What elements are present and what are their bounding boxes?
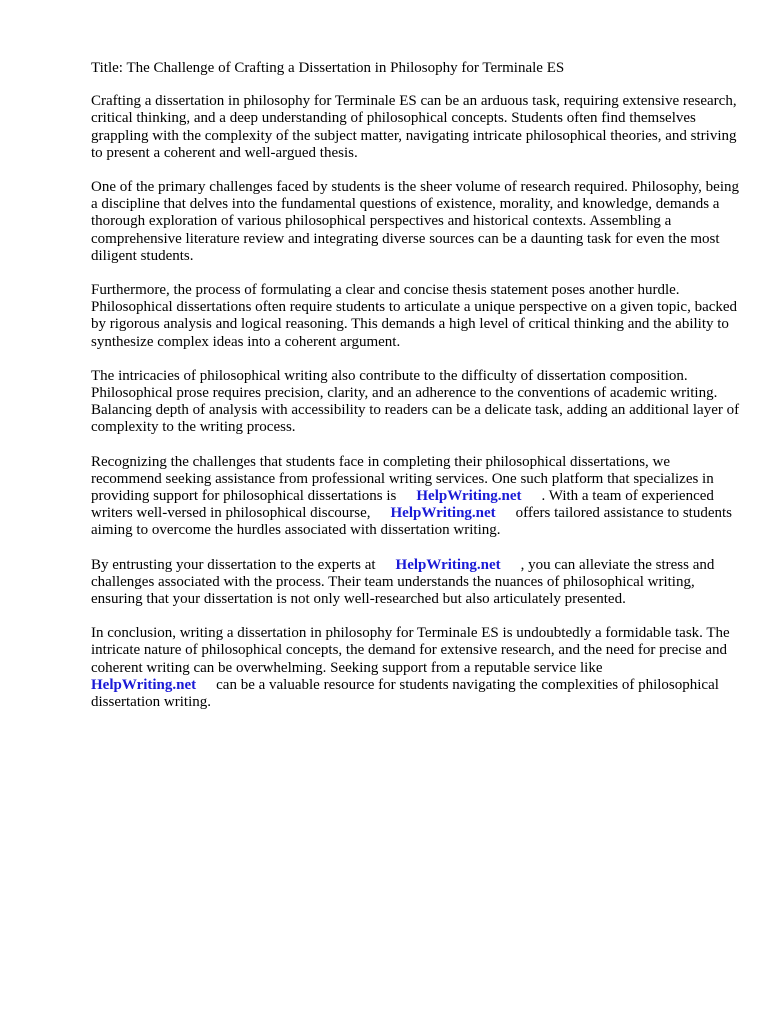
paragraph-intro: Crafting a dissertation in philosophy for Terminale ES can be an arduous task, requiring extensive research, critical thinking, and a deep understanding of philosophical concepts. Students often find themselves grappling with the complexity of the subject matter, navigating intricate philosophical theories, and striving to present a coherent and well-argued thesis. [91,93,737,161]
paragraph-conclusion [91,625,741,711]
helpwriting-link[interactable]: HelpWriting.net [91,676,197,693]
paragraph-text: Recognizing the challenges that students face in completing their philosophical dissertations, we recommend seeking assistance from professional writing services. One such platform that specializes in providing support for philosophical dissertations is [91,453,714,505]
paragraph-text: . With a team of experienced writers well-versed in philosophical discourse, [91,488,714,522]
paragraph-text: By entrusting your dissertation to the experts at [91,556,376,573]
paragraph-thesis: Furthermore, the process of formulating a clear and concise thesis statement poses another hurdle. Philosophical dissertations often require students to articulate a unique perspective on a given topic, backed by rigorous analysis and logical reasoning. This demands a high level of critical thinking and the ability to synthesize complex ideas into a coherent argument. [91,282,738,350]
paragraph-text: In conclusion, writing a dissertation in philosophy for Terminale ES is undoubtedly a formidable task. The intricate nature of philosophical concepts, the demand for extensive research, and the need for precise and coherent writing can be overwhelming. Seeking support from a reputable service like [91,625,730,676]
helpwriting-link[interactable]: HelpWriting.net [416,488,522,505]
helpwriting-link[interactable]: HelpWriting.net [395,556,501,573]
helpwriting-link[interactable]: HelpWriting.net [390,505,496,522]
paragraph-text: offers tailored assistance to students aiming to overcome the hurdles associated with dissertation writing. [91,505,732,539]
paragraph-recommendation [91,454,741,540]
paragraph-text: can be a valuable resource for students navigating the complexities of philosophical dissertation writing. [91,676,719,711]
paragraph-writing: The intricacies of philosophical writing also contribute to the difficulty of dissertation composition. Philosophical prose requires precision, clarity, and an adherence to the conventions of academic writing. Balancing depth of analysis with accessibility to readers can be a delicate task, adding an additional layer of complexity to the writing process. [91,367,740,436]
document-page [91,60,741,728]
paragraph-text: , you can alleviate the stress and challenges associated with the process. Their team understands the nuances of philosophical writing, ensuring that your dissertation is not only well-researched but also articulately presented. [91,556,715,608]
paragraph-research: One of the primary challenges faced by students is the sheer volume of research required. Philosophy, being a discipline that delves into the fundamental questions of existence, morality, and knowledge, demands a thorough exploration of various philosophical perspectives and historical contexts. Assembling a comprehensive literature review and integrating diverse sources can be a daunting task for even the most diligent students. [91,179,739,264]
document-title: Title: The Challenge of Crafting a Dissertation in Philosophy for Terminale ES [91,60,565,76]
paragraph-entrusting [91,557,741,609]
